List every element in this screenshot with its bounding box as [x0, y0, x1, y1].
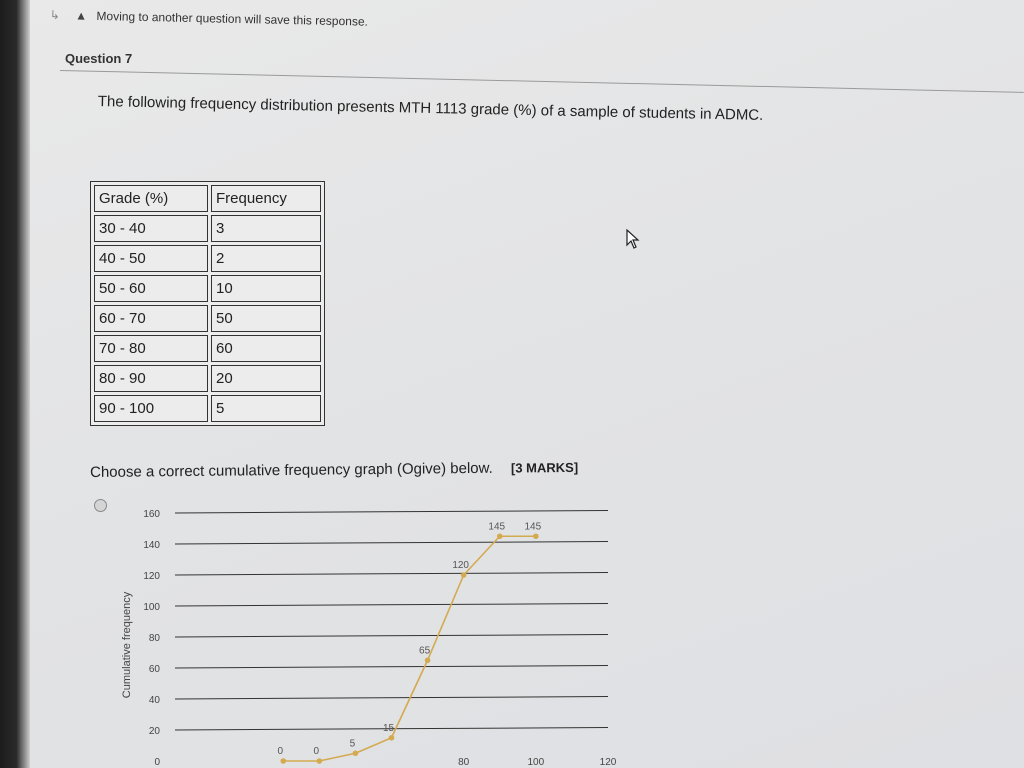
data-point	[317, 758, 323, 764]
grid-line	[175, 511, 608, 514]
frequency-cell: 50	[211, 305, 321, 332]
mouse-pointer-icon	[626, 229, 640, 254]
grid-line	[175, 666, 608, 669]
answer-prompt-text: Choose a correct cumulative frequency graph (Ogive) below.	[90, 459, 493, 481]
data-label: 0	[277, 746, 284, 757]
y-tick-label: 20	[148, 726, 160, 737]
grade-cell: 40 - 50	[94, 245, 208, 272]
data-point	[461, 572, 467, 578]
y-tick-label: 120	[143, 571, 160, 582]
warning-triangle-icon: ▲	[75, 8, 88, 23]
frequency-cell: 20	[211, 365, 321, 392]
y-tick-label: 140	[143, 540, 160, 551]
data-point	[280, 758, 286, 764]
ogive-segment	[392, 660, 428, 738]
ogive-segment	[355, 738, 391, 754]
grid-line	[175, 542, 608, 545]
table-row	[94, 335, 321, 362]
grid-line	[175, 697, 608, 700]
grade-cell: 80 - 90	[94, 365, 208, 392]
table-header-row	[94, 185, 321, 212]
grade-cell: 30 - 40	[94, 215, 208, 242]
data-label: 15	[382, 722, 395, 734]
y-tick-label: 80	[148, 633, 160, 644]
frequency-cell: 3	[211, 215, 321, 242]
frequency-cell: 2	[211, 245, 321, 272]
table-row	[94, 245, 321, 272]
y-tick-label: 60	[148, 664, 160, 675]
table-row	[94, 305, 321, 332]
frequency-cell: 10	[211, 275, 321, 302]
data-point	[353, 750, 359, 756]
grade-cell: 60 - 70	[94, 305, 208, 332]
grade-cell: 90 - 100	[94, 395, 208, 422]
y-tick-label: 0	[154, 757, 160, 768]
y-tick-label: 160	[143, 509, 160, 520]
data-point	[425, 657, 431, 663]
data-point	[389, 735, 395, 741]
x-tick-label: 80	[458, 757, 470, 768]
data-label: 65	[419, 645, 431, 657]
data-label: 120	[452, 560, 470, 571]
data-label: 145	[488, 521, 506, 533]
data-point	[497, 533, 503, 539]
grid-line	[175, 635, 608, 638]
table-row	[94, 395, 321, 422]
return-arrow-icon: ↳	[49, 8, 61, 23]
x-tick-label: 100	[527, 757, 545, 768]
data-label: 5	[349, 738, 356, 750]
x-tick-label: 120	[599, 757, 617, 768]
table-row	[94, 275, 321, 302]
frequency-cell: 60	[211, 335, 321, 362]
grade-header: Grade (%)	[94, 185, 208, 212]
table-row	[94, 215, 321, 242]
frequency-cell: 5	[211, 395, 321, 422]
data-label: 0	[313, 746, 320, 757]
grade-cell: 70 - 80	[94, 335, 208, 362]
frequency-table	[90, 181, 325, 426]
question-label: Question 7	[65, 51, 133, 66]
save-notice-text: Moving to another question will save this response.	[96, 8, 369, 29]
table-row	[94, 365, 321, 392]
y-tick-label: 40	[148, 695, 160, 706]
question-text: The following frequency distribution presents MTH 1113 grade (%) of a sample of students in ADMC.	[97, 93, 764, 124]
ogive-segment	[428, 575, 464, 660]
y-tick-label: 100	[143, 602, 160, 613]
option-radio[interactable]	[94, 499, 107, 512]
ogive-chart	[110, 500, 650, 768]
data-label: 145	[524, 521, 542, 533]
y-axis-label: Cumulative frequency	[121, 591, 133, 699]
grid-line	[175, 604, 608, 607]
grade-cell: 50 - 60	[94, 275, 208, 302]
screen-bezel	[0, 0, 30, 768]
grid-line	[175, 573, 608, 576]
frequency-header: Frequency	[211, 185, 321, 212]
marks-label: [3 MARKS]	[510, 459, 579, 476]
ogive-segment	[319, 753, 355, 761]
data-point	[533, 533, 539, 539]
